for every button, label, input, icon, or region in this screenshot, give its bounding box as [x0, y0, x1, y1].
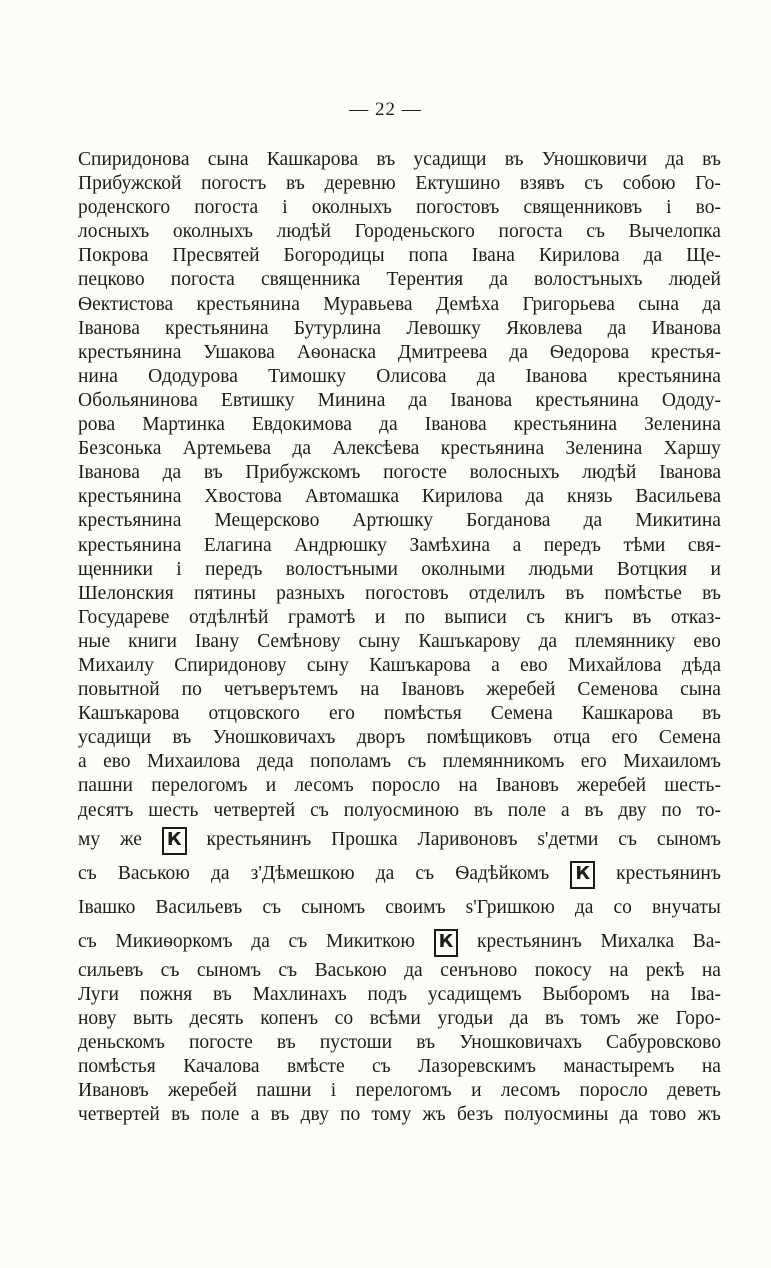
text-line: Іванова да въ Прибужскомъ погосте волосныхъ людѣй Іванова — [78, 462, 721, 484]
text-line: Луги пожня въ Махлинахъ подъ усадищемъ Выборомъ на Іва- — [78, 983, 721, 1005]
text-line: а ево Михаилова деда пополамъ съ племянникомъ его Михаиломъ — [78, 751, 721, 773]
text-line: повытной по четъверътемъ на Івановъ жеребей Семенова сына — [78, 679, 721, 701]
text-line: помѣстья Качалова вмѣсте съ Лазоревскимъ манастыремъ на — [78, 1056, 721, 1077]
text-line: нина Ододурова Тимошку Олисова да Іванова крестьянина — [78, 365, 721, 387]
text-line: щенники і передъ волостъными околными людьми Вотцкия и — [78, 558, 721, 580]
text-line: лосныхъ околныхъ людѣй Городеньского погоста съ Вычелопка — [78, 221, 721, 243]
text-line: четвертей въ поле а въ дву по тому жъ безъ полуосмины да тово жъ — [78, 1104, 721, 1126]
text-line: Ѳектистова крестьянина Муравьева Демѣха Григорьева сына да — [78, 293, 721, 315]
text-line: Государеве отдѣлнѣй грамотѣ и по выписи съ книгъ въ отказ- — [78, 606, 721, 628]
boxed-mark: К — [434, 929, 459, 957]
text-line: роденского погоста і околныхъ погостовъ священниковъ і во- — [78, 197, 721, 219]
text-line: Прибужской погостъ въ деревню Ектушино взявъ съ собою Го- — [78, 173, 721, 195]
text-line: десятъ шесть четвертей съ полуосминою въ поле а въ дву по то- — [78, 799, 721, 821]
text-line: крестьянина Мещерсково Артюшку Богданова да Микитина — [78, 510, 721, 532]
text-line: пашни перелогомъ и лесомъ поросло на Івановъ жеребей шесть- — [78, 775, 721, 797]
text-line: Іванова крестьянина Бутурлина Левошку Яковлева да Иванова — [78, 317, 721, 339]
text-line: Шелонския пятины разныхъ погостовъ отделилъ въ помѣстье въ — [78, 582, 721, 604]
page-number: — 22 — — [349, 99, 422, 120]
text-line: Обольянинова Евтишку Минина да Іванова крестьянина Ододу- — [78, 389, 721, 411]
body-text — [78, 148, 721, 1127]
text-line: Кашъкарова отцовского его помѣстья Семена Кашкарова въ — [78, 703, 721, 725]
text-line: крестьянина Ушакова Аѳонаска Дмитреева да Ѳедорова крестья- — [78, 341, 721, 363]
text-line: пецково погоста священника Терентия да волостъныхъ людей — [78, 269, 721, 291]
text-line: Покрова Пресвятей Богородицы попа Івана Кирилова да Ще- — [78, 245, 721, 267]
text-line: крестьянина Хвостова Автомашка Кирилова да князь Васильева — [78, 486, 721, 508]
text-line: сильевъ съ сыномъ съ Ваською да сенъново покосу на рекѣ на — [78, 959, 721, 981]
boxed-mark: К — [570, 861, 595, 889]
text-line: нову выть десять копенъ со всѣми угодьи да въ томъ же Горо- — [78, 1007, 721, 1029]
boxed-mark: К — [162, 827, 187, 855]
text-line: усадищи въ Уношковичахъ дворъ помѣщиковъ отца его Семена — [78, 727, 721, 749]
text-line: Ивановъ жеребей пашни і перелогомъ и лесомъ поросло деветь — [78, 1080, 721, 1102]
text-line: крестьянина Елагина Андрюшку Замѣхина а передъ тѣми свя- — [78, 534, 721, 556]
text-line: Михаилу Спиридонову сыну Кашъкарова а ево Михайлова дѣда — [78, 654, 721, 676]
text-line: съ Ваською да з'Дѣмешкою да съ Ѳадѣйкомъ К крестьянинъ — [78, 857, 721, 891]
text-line: му же К крестьянинъ Прошка Ларивоновъ ѕ'детми съ сыномъ — [78, 823, 721, 857]
text-line: рова Мартинка Евдокимова да Іванова крестьянина Зеленина — [78, 414, 721, 436]
text-line: Спиридонова сына Кашкарова въ усадищи въ Уношковичи да въ — [78, 149, 721, 170]
text-line: Івашко Васильевъ съ сыномъ своимъ ѕ'Гришкою да со внучаты — [78, 896, 721, 918]
text-line: съ Микиѳоркомъ да съ Микиткою К крестьянинъ Михалка Ва- — [78, 925, 721, 959]
text-line: ные книги Івану Семѣнову сыну Кашъкарову да племяннику ево — [78, 630, 721, 652]
text-line: деньскомъ погосте въ пустоши въ Уношковичахъ Сабуровсково — [78, 1031, 721, 1053]
text-line: Безсонька Артемьева да Алексѣева крестьянина Зеленина Харшу — [78, 438, 721, 460]
